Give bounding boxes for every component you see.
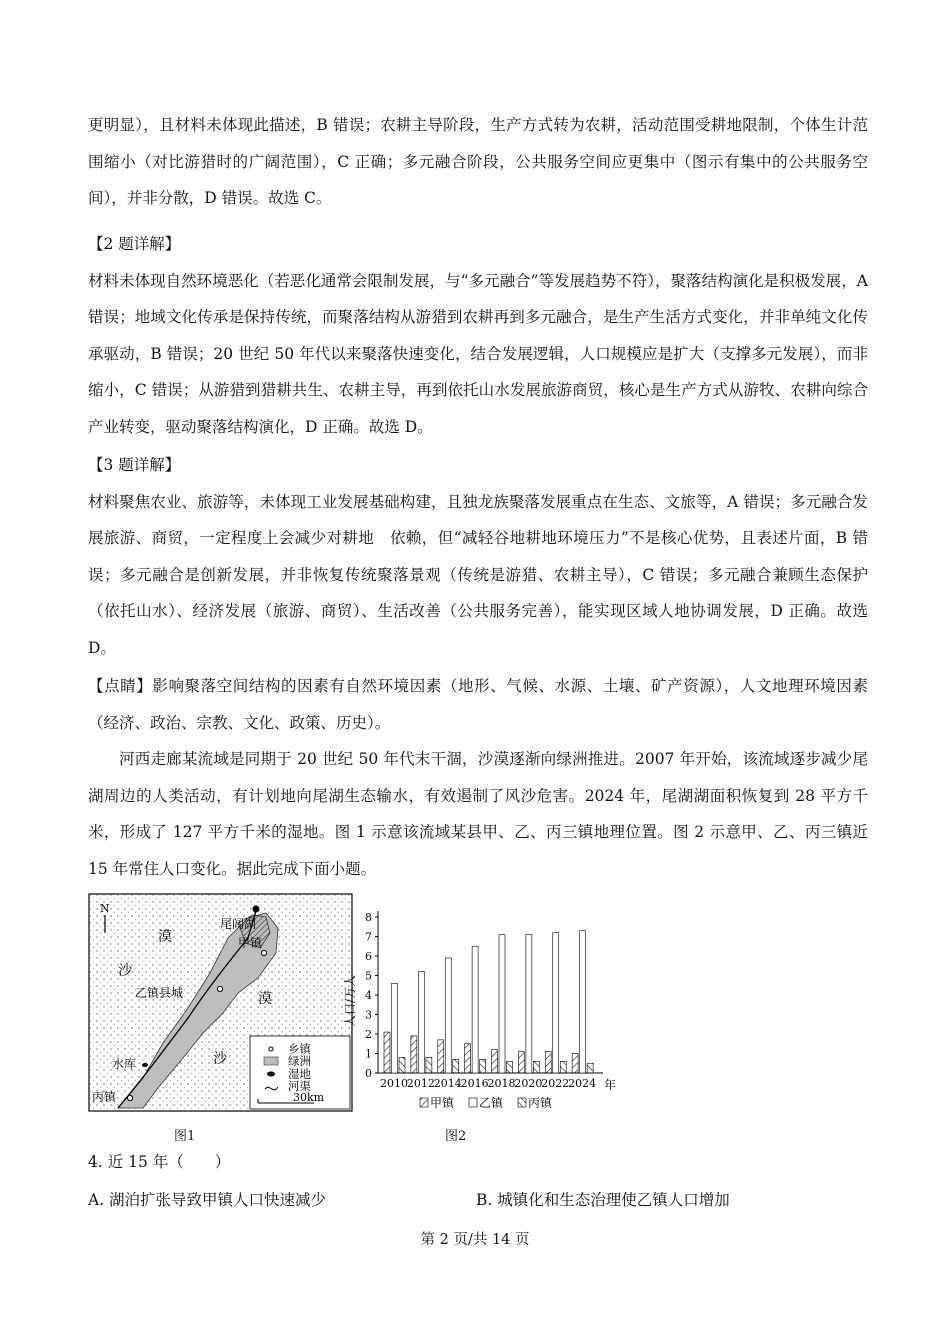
chart-bar-丙镇-2018 — [507, 1061, 513, 1073]
chart-bar-乙镇-2016 — [472, 946, 478, 1073]
chart-x-tick-label: 2020 — [514, 1077, 543, 1090]
chart-bar-丙镇-2014 — [453, 1059, 459, 1073]
legend-wetland: 湿地 — [288, 1067, 311, 1081]
label-jia: 甲镇 — [238, 936, 263, 950]
previous-analysis-text: 更明显），且材料未体现此描述，B 错误；农耕主导阶段，生产方式转为农耕，活动范围受耕地限制，个体生计范围缩小（对比游猎时的广阔范围），C 正确；多元融合阶段，公共服务空间应更集中（图示有集中的公共服务空间），并非分散，D 错误。故选 C。 — [88, 116, 868, 207]
chart-y-tick-label: 0 — [365, 1067, 372, 1080]
label-reservoir: 水库 — [112, 1057, 137, 1071]
chart-bar-甲镇-2010 — [384, 1032, 390, 1073]
chart-bar-甲镇-2016 — [465, 1044, 471, 1073]
question-4-stem: 4. 近 15 年（ ） — [88, 1153, 231, 1171]
option-b[interactable]: B. 城镇化和生态治理使乙镇人口增加 — [476, 1191, 730, 1209]
figure-1-map — [88, 893, 353, 1113]
figure-2-caption: 图2 — [445, 1129, 467, 1144]
figure-2-chart — [343, 893, 623, 1118]
scale-label: 30km — [293, 1091, 325, 1104]
chart-ylabel: 人口/万人 — [343, 974, 357, 1028]
question-3-analysis — [88, 447, 868, 666]
tip-text: 【点睛】影响聚落空间结构的因素有自然环境因素（地形、气候、水源、土壤、矿产资源），人文地理环境因素（经济、政治、宗教、文化、政策、历史）。 — [88, 677, 868, 732]
chart-x-tick-label: 2016 — [460, 1077, 489, 1090]
town-jia-dot — [261, 950, 266, 955]
chart-bar-乙镇-2014 — [445, 958, 451, 1073]
chart-y-tick-label: 6 — [365, 950, 372, 963]
chart-x-tick-label: 2024 — [568, 1077, 597, 1090]
label-mo-1: 漠 — [158, 929, 172, 945]
label-bing: 丙镇 — [92, 1090, 117, 1104]
previous-analysis — [88, 107, 868, 217]
chart-y-tick-label: 3 — [365, 1008, 372, 1022]
question-3-text: 材料聚焦农业、旅游等，未体现工业发展基础构建，且独龙族聚落发展重点在生态、文旅等，A 错误；多元融合发展旅游、商贸，一定程度上会减少对耕地 依赖，但“减轻谷地耕地环境压力”不是核心优势，且表述片面，B 错误；多元融合是创新发展，并非恢复传统聚落景观（传统是游猎、农耕主导），C 错误；多元融合兼顾生态保护（依托山水）、经济发展（旅游、商贸）、生活改善（公共服务完善），能实现区域人地协调发展，D 正确。故选 D。 — [88, 492, 868, 657]
chart-bar-乙镇-2024 — [580, 931, 586, 1073]
material-section — [88, 741, 868, 887]
option-a[interactable]: A. 湖泊扩张导致甲镇人口快速减少 — [88, 1191, 327, 1209]
chart-bar-乙镇-2010 — [392, 983, 398, 1073]
chart-bar-乙镇-2020 — [526, 935, 532, 1073]
question-2-analysis — [88, 226, 868, 445]
chart-legend — [420, 1095, 553, 1110]
question-3-heading: 【3 题详解】 — [88, 456, 181, 474]
chart-bar-甲镇-2020 — [518, 1052, 524, 1073]
label-sha-1: 沙 — [118, 963, 132, 979]
chart-x-tick-label: 2014 — [433, 1077, 462, 1090]
chart-bar-丙镇-2012 — [426, 1057, 432, 1073]
chart-bar-丙镇-2020 — [533, 1061, 539, 1073]
chart-bar-丙镇-2016 — [480, 1059, 486, 1073]
tail-lake — [253, 906, 260, 913]
question-2-text: 材料未体现自然环境恶化（若恶化通常会限制发展，与“多元融合”等发展趋势不符），聚落结构演化是积极发展，A 错误；地域文化传承是保持传统，而聚落结构从游猎到农耕再到多元融合，是生产生活方式变化，并非单纯文化传承驱动，B 错误；20 世纪 50 年代以来聚落快速变化，结合发展逻辑，人口规模应是扩大（支撑多元发展），而非缩小，C 错误；从游猎到猎耕共生、农耕主导，再到依托山水发展旅游商贸，核心是生产方式从游牧、农耕向综合产业转变，驱动聚落结构演化，D 正确。故选 D。 — [88, 271, 868, 436]
legend-bing: 丙镇 — [528, 1096, 553, 1110]
page-footer: 第 2 页/共 14 页 — [420, 1232, 530, 1248]
chart-x-tick-label: 2018 — [487, 1077, 516, 1090]
chart-bar-甲镇-2014 — [438, 1040, 444, 1073]
figures — [88, 893, 628, 1153]
north-arrow-label: N — [100, 902, 110, 915]
chart-x-tick-label: 2022 — [541, 1077, 570, 1090]
chart-bar-丙镇-2024 — [587, 1063, 593, 1073]
chart-y-tick-label: 1 — [365, 1047, 372, 1061]
chart-bar-甲镇-2012 — [411, 1036, 417, 1073]
chart-y-tick-label: 5 — [365, 969, 372, 983]
question-2-heading: 【2 题详解】 — [88, 235, 181, 253]
label-weihu: 尾闾湖 — [220, 917, 257, 931]
label-mo-2: 漠 — [258, 991, 272, 1007]
legend-river: 河渠 — [288, 1079, 311, 1093]
chart-y-tick-label: 2 — [365, 1028, 372, 1041]
chart-y-tick-label: 8 — [365, 911, 372, 924]
reservoir — [142, 1063, 148, 1067]
legend-oasis: 绿洲 — [288, 1054, 311, 1068]
chart-bar-乙镇-2012 — [418, 972, 424, 1073]
chart-y-tick-label: 7 — [365, 930, 372, 944]
chart-bar-甲镇-2024 — [572, 1054, 578, 1074]
chart-bar-乙镇-2018 — [499, 935, 505, 1073]
label-sha-2: 沙 — [213, 1051, 227, 1067]
chart-x-tick-label: 2010 — [380, 1077, 408, 1090]
town-yi-dot — [217, 986, 222, 991]
chart-bar-甲镇-2018 — [492, 1050, 498, 1073]
figure-1-caption: 图1 — [174, 1129, 196, 1144]
tip-section — [88, 668, 868, 741]
legend-town: 乡镇 — [288, 1042, 311, 1056]
chart-bar-丙镇-2022 — [560, 1061, 566, 1073]
town-bing-dot — [127, 1095, 132, 1100]
chart-bar-丙镇-2010 — [399, 1057, 405, 1073]
chart-bar-乙镇-2022 — [553, 933, 559, 1073]
legend-jia: 甲镇 — [430, 1096, 455, 1110]
chart-bar-甲镇-2022 — [545, 1052, 551, 1073]
material-text: 河西走廊某流域是同期于 20 世纪 50 年代末干涸，沙漠逐渐向绿洲推进。2007 年开始，该流域逐步减少尾湖周边的人类活动，有计划地向尾湖生态输水，有效遏制了风沙危害。2024 年，尾湖湖面积恢复到 28 平方千米，形成了 127 平方千米的湿地。图 1 示意该流域某县甲、乙、丙三镇地理位置。图 2 示意甲、乙、丙三镇近 15 年常住人口变化。据此完成下面小题。 — [88, 750, 868, 878]
label-yi: 乙镇县城 — [135, 986, 184, 1000]
legend-yi: 乙镇 — [479, 1096, 504, 1110]
chart-x-tick-label: 2012 — [406, 1077, 435, 1090]
chart-x-suffix: 年 — [604, 1078, 617, 1092]
chart-y-tick-label: 4 — [365, 989, 372, 1002]
